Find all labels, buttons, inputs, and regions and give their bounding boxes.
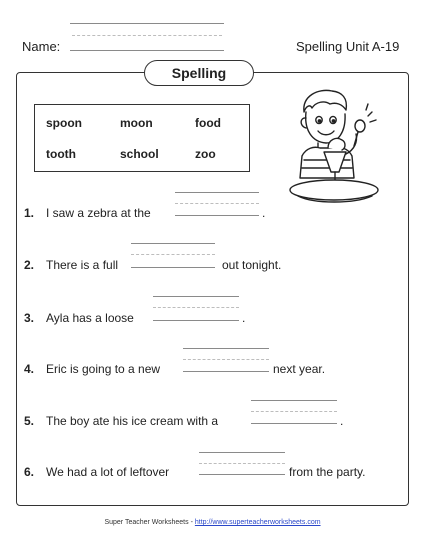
name-guide-dashed	[72, 35, 222, 36]
question-text: There is a full	[46, 258, 119, 272]
boy-eating-ice-cream-icon	[284, 86, 390, 214]
answer-line[interactable]	[131, 267, 215, 268]
word-bank-item: zoo	[195, 147, 216, 161]
footer-link[interactable]: http://www.superteacherworksheets.com	[194, 519, 321, 526]
guide-dashed	[183, 359, 269, 360]
guide-line	[199, 452, 285, 453]
question-number: 1.	[24, 206, 35, 220]
question-number: 5.	[24, 414, 35, 428]
word-bank	[34, 104, 250, 172]
word-bank-item: moon	[120, 116, 153, 130]
answer-line[interactable]	[251, 423, 337, 424]
page-title	[144, 60, 254, 86]
question-text: I saw a zebra at the	[46, 206, 151, 220]
question-text: The boy ate his ice cream with a	[46, 414, 219, 428]
guide-dashed	[153, 307, 239, 308]
guide-line	[251, 400, 337, 401]
guide-dashed	[251, 411, 337, 412]
answer-line[interactable]	[175, 215, 259, 216]
name-line[interactable]	[70, 50, 224, 51]
question-number: 4.	[24, 362, 35, 376]
title-text: Spelling	[171, 65, 227, 81]
question-text: Eric is going to a new	[46, 362, 161, 376]
guide-dashed	[199, 463, 285, 464]
question-text-after: .	[262, 206, 266, 220]
footer-brand: Super Teacher Worksheets	[104, 519, 189, 526]
question-text: We had a lot of leftover	[46, 465, 170, 479]
question-text-after: from the party.	[289, 465, 366, 479]
question-text: Ayla has a loose	[46, 311, 134, 325]
word-bank-item: food	[195, 116, 221, 130]
guide-line	[175, 192, 259, 193]
answer-line[interactable]	[153, 320, 239, 321]
answer-line[interactable]	[183, 371, 269, 372]
question-number: 2.	[24, 258, 35, 272]
question-text-after: .	[242, 311, 246, 325]
name-guide-line	[70, 23, 224, 24]
footer-separator: -	[188, 519, 195, 526]
guide-line	[183, 348, 269, 349]
guide-line	[153, 296, 239, 297]
answer-line[interactable]	[199, 474, 285, 475]
word-bank-item: tooth	[46, 147, 76, 161]
guide-dashed	[175, 203, 259, 204]
question-text-after: out tonight.	[222, 258, 282, 272]
question-text-after: next year.	[273, 362, 326, 376]
guide-line	[131, 243, 215, 244]
question-number: 6.	[24, 465, 35, 479]
name-label: Name:	[22, 39, 61, 54]
unit-label: Spelling Unit A-19	[296, 39, 400, 54]
guide-dashed	[131, 254, 215, 255]
footer	[0, 519, 425, 526]
word-bank-item: spoon	[46, 116, 82, 130]
question-text-after: .	[340, 414, 344, 428]
question-number: 3.	[24, 311, 35, 325]
word-bank-item: school	[120, 147, 159, 161]
